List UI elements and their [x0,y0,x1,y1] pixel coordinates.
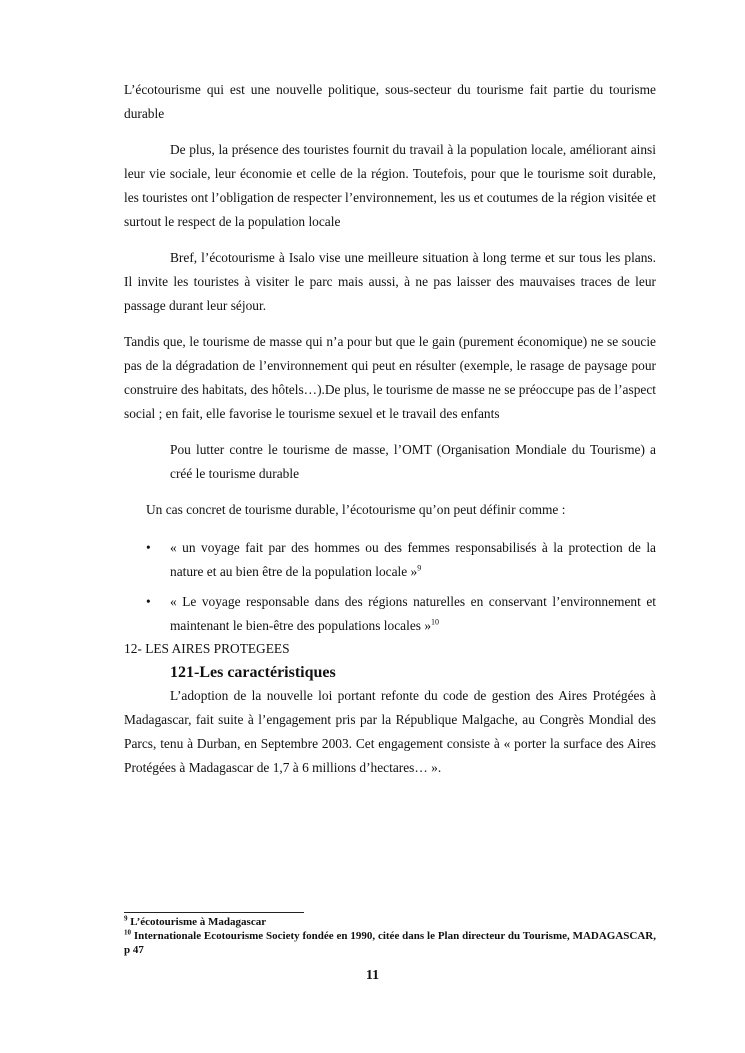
footnote-ref: 9 [417,563,422,573]
footnote-divider [124,912,304,913]
paragraph-touristes-travail: De plus, la présence des touristes fournit du travail à la population locale, améliorant ainsi leur vie sociale, leur économie et celle de la région. Toutefois, pour que le tourisme soit durable, les touristes ont l’obligation de respecter l’environnement, les us et coutumes de la région visitée et surtout le respect de la population locale [124,142,656,229]
footnote-number: 10 [124,928,131,937]
footnote-ref: 10 [431,617,440,627]
bullet-icon: • [146,594,151,609]
footnote-number: 9 [124,914,128,923]
list-item-text: « Le voyage responsable dans des régions naturelles en conservant l’environnement et maintenant le bien-être des populations locales » [170,594,656,633]
list-item [124,536,656,584]
document-body [124,78,656,780]
list-item [124,590,656,638]
definition-list [124,536,656,638]
page-number: 11 [365,968,380,983]
section-heading: 12- LES AIRES PROTEGEES [124,641,290,656]
paragraph-tourisme-de-masse: Tandis que, le tourisme de masse qui n’a pour but que le gain (purement économique) ne se soucie pas de la dégradation de l’environnement qui peut en résulter (exemple, le rasage de paysage pour construire des habitats, des hôtels…).De plus, le tourisme de masse ne se préoccupe pas de l’aspect social ; en fait, elle favorise le tourisme sexuel et le travail des enfants [124,334,656,421]
subsection-heading: 121-Les caractéristiques [170,664,336,681]
footnotes [124,912,656,957]
paragraph-ecotourisme-definition: L’écotourisme qui est une nouvelle politique, sous-secteur du tourisme fait partie du tourisme durable [124,82,656,121]
paragraph-isalo: Bref, l’écotourisme à Isalo vise une meilleure situation à long terme et sur tous les plans. Il invite les touristes à visiter le parc mais aussi, à ne pas laisser des mauvaises traces de leur passage durant leur séjour. [124,250,656,313]
paragraph-aires-protegees: L’adoption de la nouvelle loi portant refonte du code de gestion des Aires Protégées à Madagascar, fait suite à l’engagement pris par la République Malgache, au Congrès Mondial des Parcs, tenu à Durban, en Septembre 2003. Cet engagement consiste à « porter la surface des Aires Protégées à Madagascar de 1,7 à 6 millions d’hectares… ». [124,688,656,775]
list-item-text: « un voyage fait par des hommes ou des femmes responsabilisés à la protection de la nature et au bien être de la population locale » [170,540,656,579]
paragraph-cas-concret: Un cas concret de tourisme durable, l’écotourisme qu’on peut définir comme : [146,502,566,517]
paragraph-omt: Pou lutter contre le tourisme de masse, l’OMT (Organisation Mondiale du Tourisme) a créé le tourisme durable [170,442,656,481]
footnote-9 [124,915,656,929]
footnote-text: Internationale Ecotourisme Society fondée en 1990, citée dans le Plan directeur du Tourisme, MADAGASCAR, p 47 [124,930,657,956]
footnote-10 [124,929,656,957]
footnote-text: L’écotourisme à Madagascar [130,916,267,928]
bullet-icon: • [146,540,151,555]
